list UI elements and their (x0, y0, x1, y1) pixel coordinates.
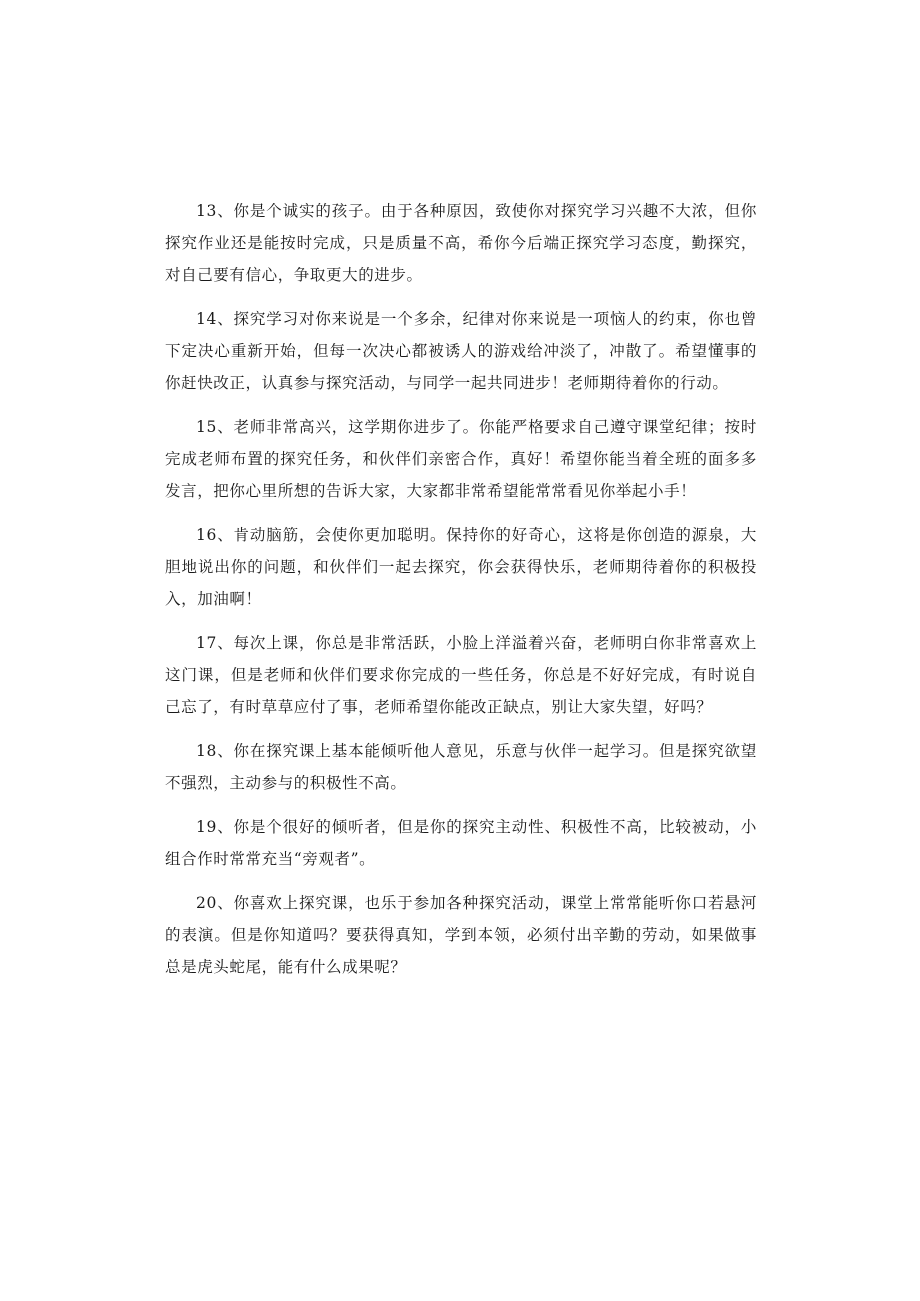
comment-paragraph-15: 15、老师非常高兴，这学期你进步了。你能严格要求自己遵守课堂纪律；按时完成老师布置的探究任务，和伙伴们亲密合作，真好！希望你能当着全班的面多多发言，把你心里所想的告诉大家，大家都非常希望能常常看见你举起小手！ (165, 418, 757, 500)
comment-paragraph-14: 14、探究学习对你来说是一个多余，纪律对你来说是一项恼人的约束，你也曾下定决心重新开始，但每一次决心都被诱人的游戏给冲淡了，冲散了。希望懂事的你赶快改正，认真参与探究活动，与同学一起共同进步！老师期待着你的行动。 (165, 310, 757, 392)
comment-paragraph-13: 13、你是个诚实的孩子。由于各种原因，致使你对探究学习兴趣不大浓，但你探究作业还是能按时完成，只是质量不高，希你今后端正探究学习态度，勤探究，对自己要有信心，争取更大的进步。 (165, 202, 757, 284)
comment-paragraph-19: 19、你是个很好的倾听者，但是你的探究主动性、积极性不高，比较被动，小组合作时常常充当“旁观者”。 (165, 818, 757, 868)
comment-paragraph-20: 20、你喜欢上探究课，也乐于参加各种探究活动，课堂上常常能听你口若悬河的表演。但是你知道吗？要获得真知，学到本领，必须付出辛勤的劳动，如果做事总是虎头蛇尾，能有什么成果呢？ (165, 894, 757, 976)
document-body (165, 195, 757, 995)
comment-paragraph-17: 17、每次上课，你总是非常活跃，小脸上洋溢着兴奋，老师明白你非常喜欢上这门课，但是老师和伙伴们要求你完成的一些任务，你总是不好好完成，有时说自己忘了，有时草草应付了事，老师希望你能改正缺点，别让大家失望，好吗？ (165, 634, 757, 716)
comment-paragraph-16: 16、肯动脑筋，会使你更加聪明。保持你的好奇心，这将是你创造的源泉，大胆地说出你的问题，和伙伴们一起去探究，你会获得快乐，老师期待着你的积极投入，加油啊！ (165, 526, 757, 608)
comment-paragraph-18: 18、你在探究课上基本能倾听他人意见，乐意与伙伴一起学习。但是探究欲望不强烈，主动参与的积极性不高。 (165, 742, 757, 792)
